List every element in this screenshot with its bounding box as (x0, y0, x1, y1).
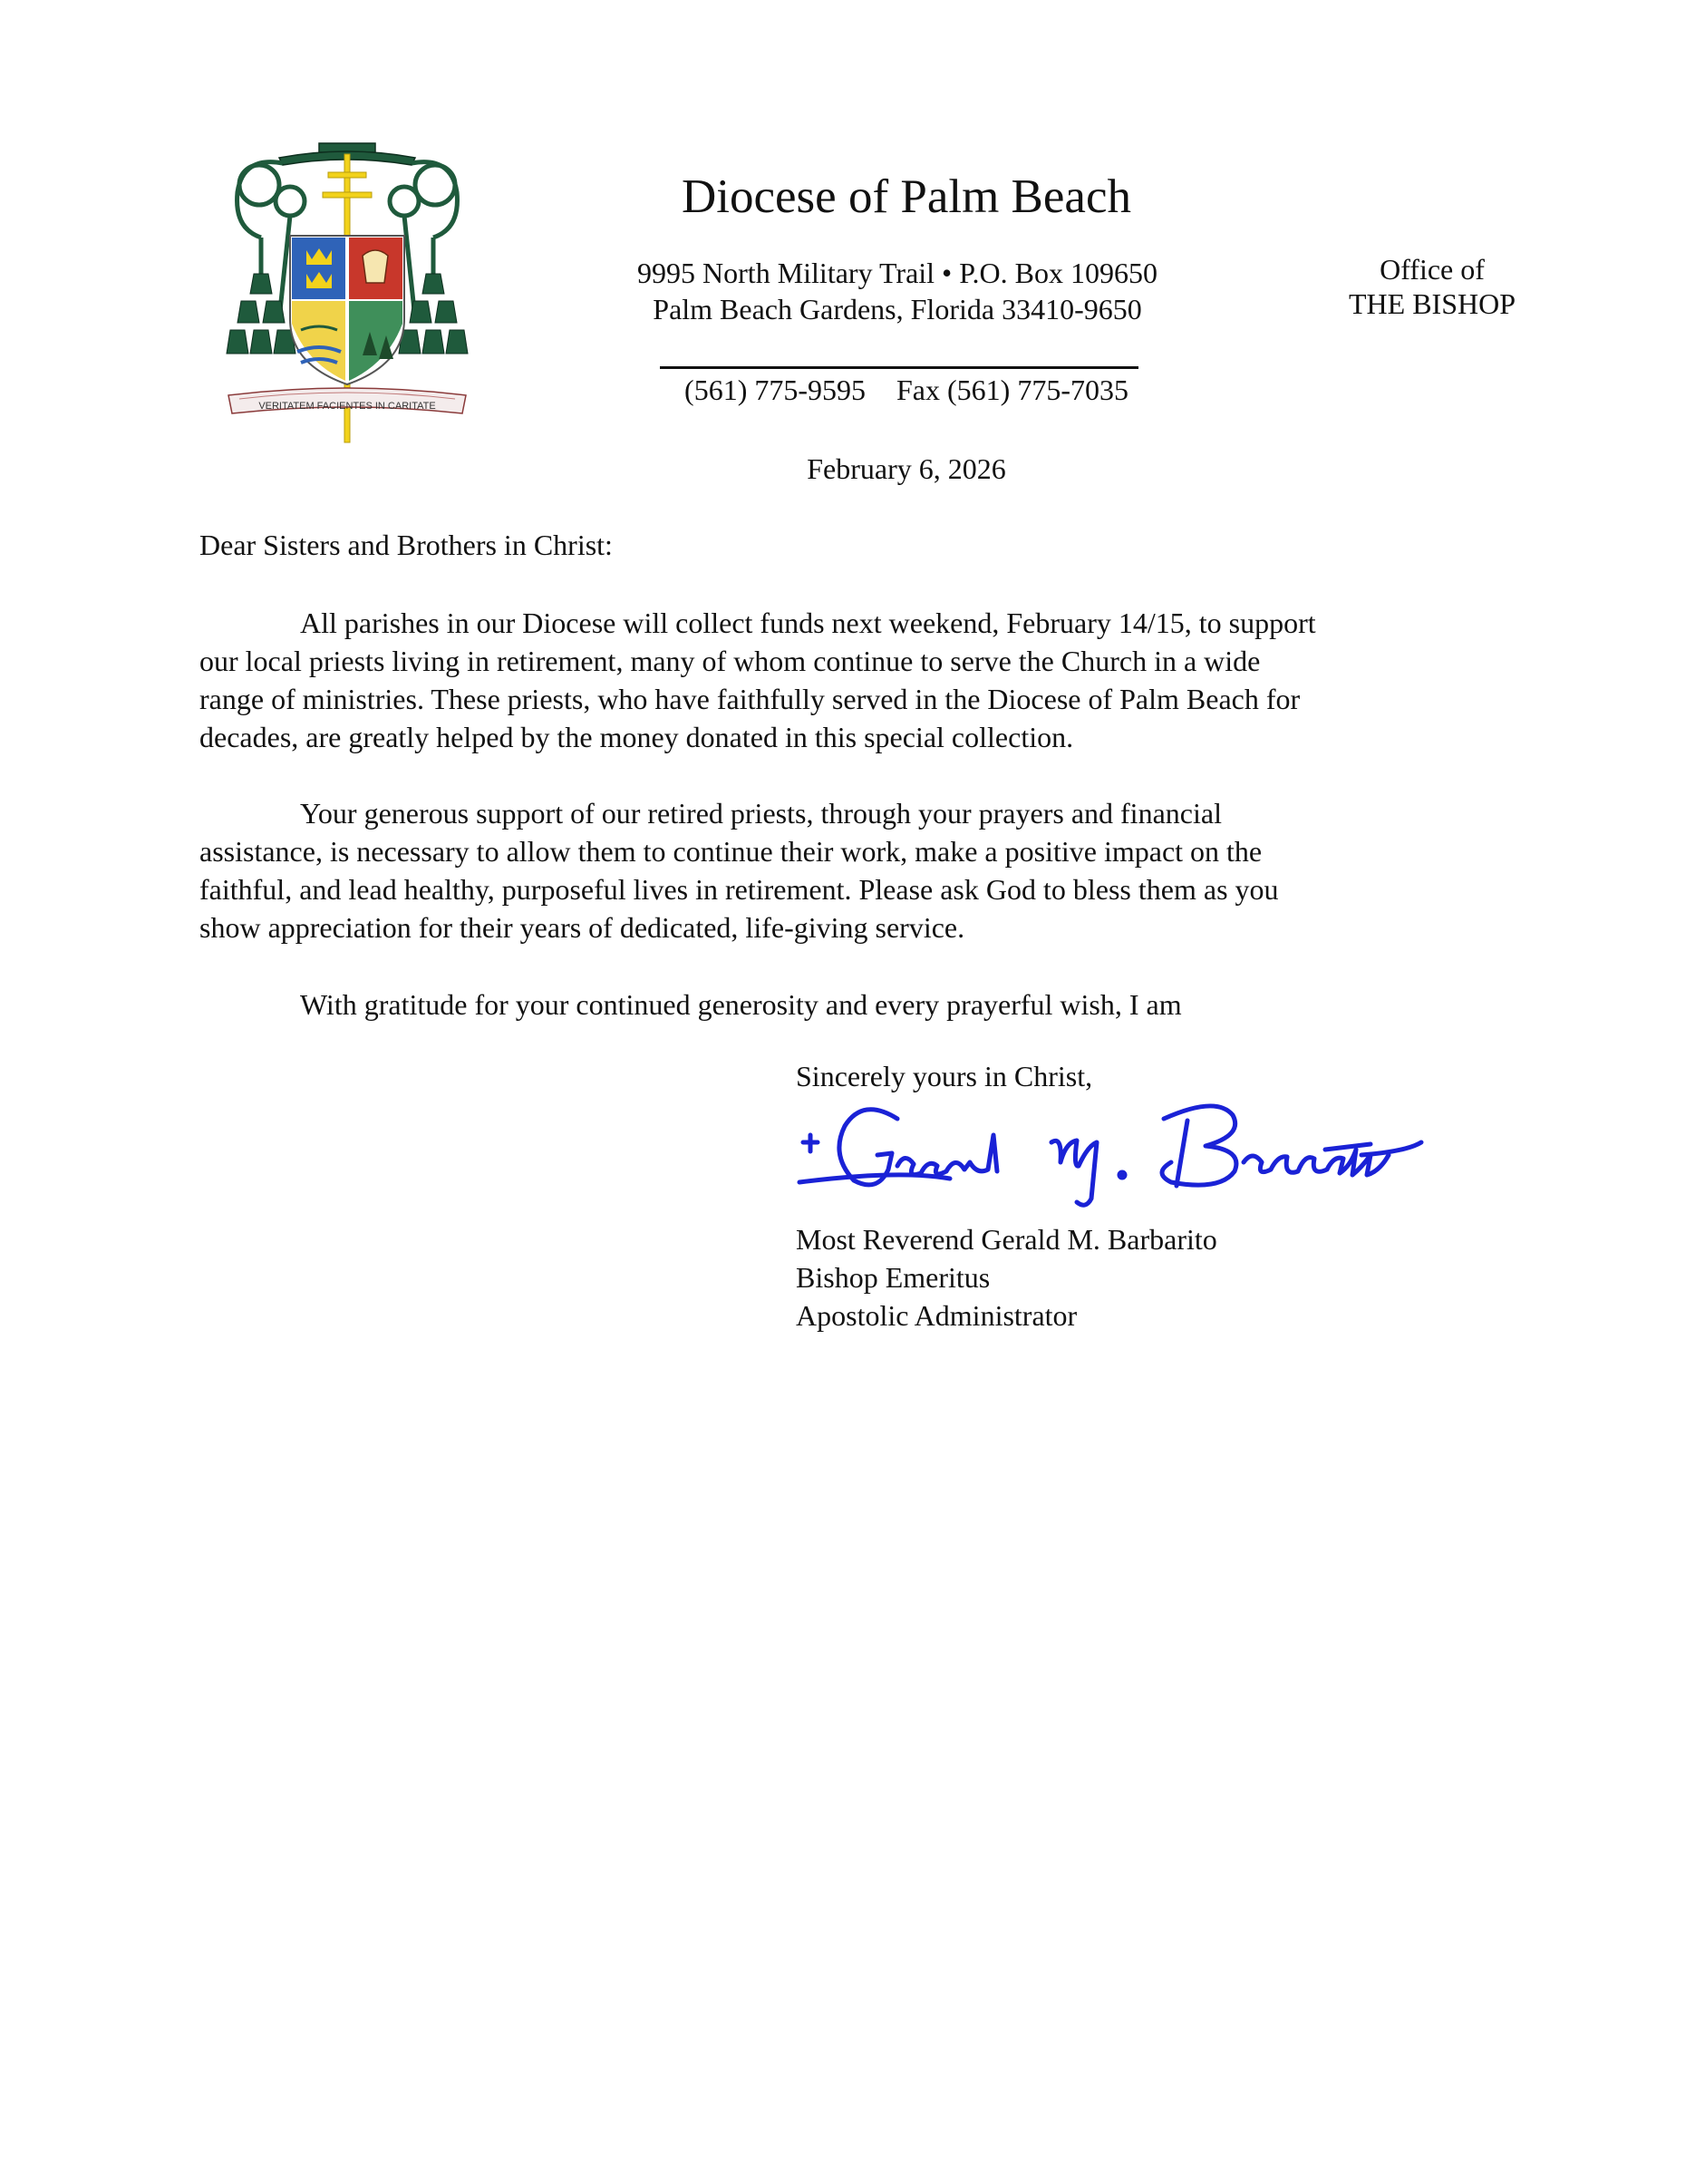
salutation: Dear Sisters and Brothers in Christ: (199, 529, 613, 561)
fax-number: Fax (561) 775-7035 (896, 374, 1128, 406)
motto-scroll-icon (228, 388, 466, 413)
paragraph-line: our local priests living in retirement, many of whom continue to serve the Church in a wide (199, 645, 1261, 677)
paragraph-line: All parishes in our Diocese will collect funds next weekend, February 14/15, to support (300, 607, 1316, 639)
phone-block (634, 372, 1178, 408)
paragraph-line: range of ministries. These priests, who have faithfully served in the Diocese of Palm Beach for (199, 683, 1301, 715)
org-name: Diocese of Palm Beach (682, 170, 1131, 223)
letterhead-divider (660, 366, 1138, 369)
valediction: Sincerely yours in Christ, (796, 1060, 1093, 1092)
paragraph-line: show appreciation for their years of dedicated, life-giving service. (199, 911, 965, 944)
paragraph-2 (199, 794, 1505, 946)
left-tassels-icon (227, 274, 295, 354)
phone-number: (561) 775-9595 (684, 374, 866, 406)
closing-line: With gratitude for your continued generosity and every prayerful wish, I am (300, 988, 1182, 1021)
office-line-2: THE BISHOP (1348, 287, 1516, 320)
signer-block (796, 1220, 1217, 1335)
coat-of-arms-logo (225, 138, 470, 446)
address-line-2: Palm Beach Gardens, Florida 33410-9650 (653, 293, 1142, 325)
right-tassels-icon (399, 274, 468, 354)
address-block (580, 255, 1215, 327)
motto-text: VERITATEM FACIENTES IN CARITATE (258, 401, 436, 412)
office-line-1: Office of (1380, 253, 1485, 286)
paragraph-line: decades, are greatly helped by the money donated in this special collection. (199, 721, 1074, 753)
signer-title: Bishop Emeritus (796, 1261, 991, 1294)
address-line-1: 9995 North Military Trail • P.O. Box 109650 (637, 257, 1157, 289)
letter-date: February 6, 2026 (807, 452, 1006, 485)
signer-title: Apostolic Administrator (796, 1299, 1078, 1332)
paragraph-line: assistance, is necessary to allow them to continue their work, make a positive impact on the (199, 835, 1263, 868)
handwritten-signature (790, 1099, 1425, 1217)
office-block (1287, 252, 1577, 321)
paragraph-line: Your generous support of our retired priests, through your prayers and financial (300, 797, 1222, 830)
paragraph-1 (199, 604, 1505, 756)
shield-icon (290, 236, 404, 384)
paragraph-line: faithful, and lead healthy, purposeful lives in retirement. Please ask God to bless them as you (199, 873, 1279, 906)
signer-name: Most Reverend Gerald M. Barbarito (796, 1223, 1217, 1256)
